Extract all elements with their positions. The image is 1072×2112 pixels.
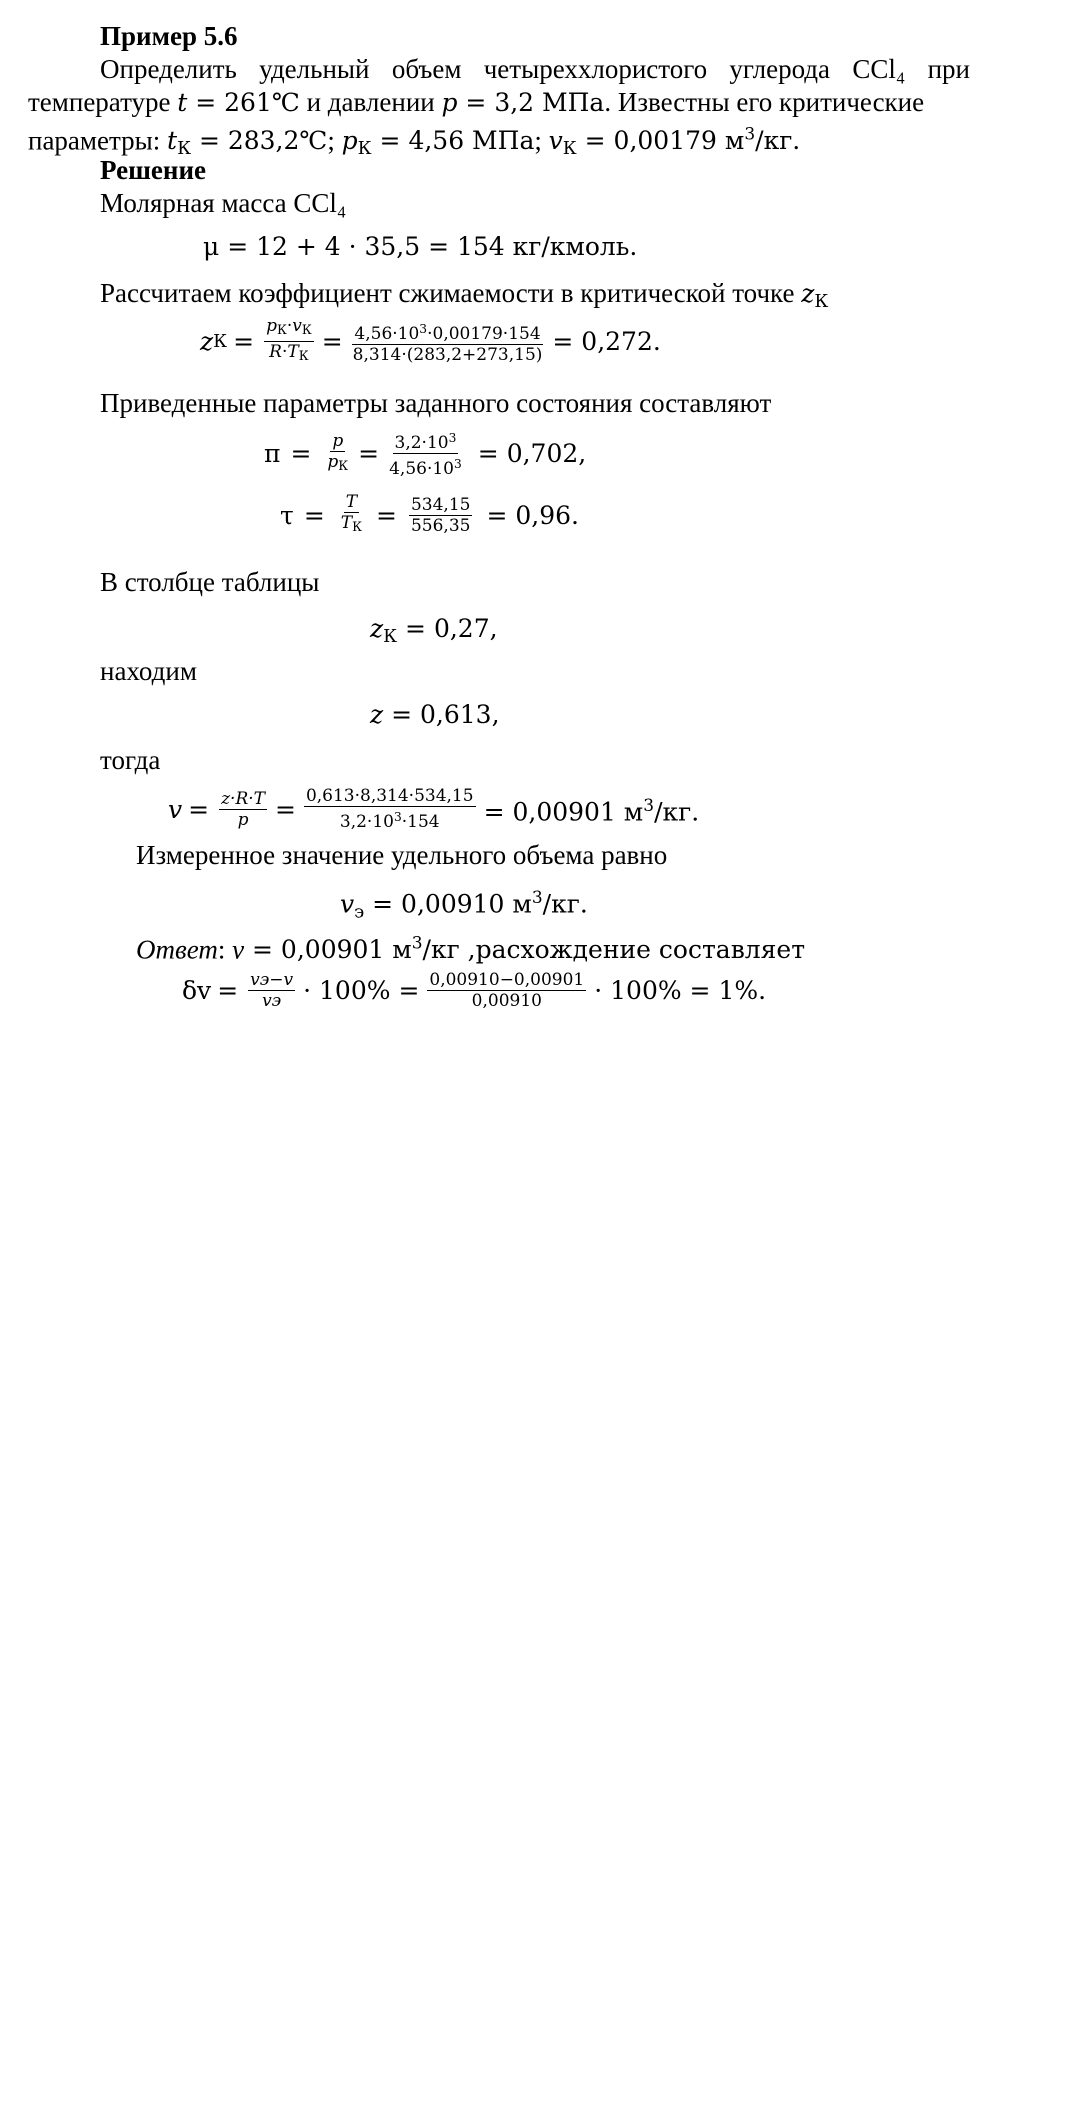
measured-label: Измеренное значение удельного объема равно bbox=[136, 840, 668, 870]
fraction-symbolic: $\frac{p_К\cdot v_К}{R\cdot T_К}$ bbox=[266, 316, 312, 365]
molar-mass-label: Молярная масса CCl₄ bbox=[100, 188, 347, 218]
answer-line: Ответ: v = 0,00901 $м^3/кг$ ,расхождение составляет bbox=[136, 934, 806, 965]
zk-value: $z_К = 0,27$, bbox=[370, 614, 498, 648]
measured-value: $v_э = 0,00910$ $м^3/кг$. bbox=[340, 888, 588, 923]
problem-line-3: параметры: $t_К$ = 283,2℃; $p_К = 4,56$ МПа; $v_К = 0,00179$ $м^3/кг$. bbox=[28, 125, 801, 160]
compressibility-label: Рассчитаем коэффициент сжимаемости в критической точке $z_К$ bbox=[100, 278, 829, 313]
compressibility-equation: z К = $\frac{p_К\cdot v_К}{R\cdot T_К}$ = $\frac{4,56\cdot 10^3\cdot 0,00179\cdot 154}{8,314\cdot(283,2+273,15)}$ = 0,272. bbox=[200, 316, 661, 367]
molar-mass-equation: μ = 12 + 4 · 35,5 = 154 кг/кмоль. bbox=[203, 232, 638, 261]
z-value: z = 0,613, bbox=[370, 700, 500, 729]
then-label: тогда bbox=[100, 745, 161, 775]
find-label: находим bbox=[100, 656, 197, 686]
problem-line-1: Определить удельный объем четыреххлористого углерода CCl₄ при bbox=[100, 54, 970, 84]
table-column-label: В столбце таблицы bbox=[100, 567, 320, 597]
example-heading: Пример 5.6 bbox=[100, 21, 238, 51]
reduced-parameters-label: Приведенные параметры заданного состояния составляют bbox=[100, 388, 772, 418]
volume-equation: v = $\frac{z\cdot R\cdot T}{p}$ = $\frac{0,613\cdot 8,314\cdot 534,15}{3,2\cdot 10^3\cdot 154}$ = 0,00901 $м^3/кг$. bbox=[168, 786, 700, 833]
solution-heading: Решение bbox=[100, 155, 206, 185]
tau-equation: τ = $\frac{T}{T_К}$ = $\frac{534,15}{556,35}$ = 0,96. bbox=[280, 492, 579, 536]
problem-line-2: температуре t = 261℃ и давлении p = 3,2 МПа. Известны его критические bbox=[28, 87, 925, 117]
pi-equation: π = $\frac{p}{p_К}$ = $\frac{3,2\cdot 10^3}{4,56\cdot 10^3}$ = 0,702, bbox=[264, 428, 586, 479]
fraction-numeric: $\frac{4,56\cdot 10^3\cdot 0,00179\cdot 154}{8,314\cdot(283,2+273,15)}$ bbox=[351, 319, 545, 365]
deviation-equation: δv = $\frac{vэ-v}{vэ}$ · 100% = $\frac{0,00910-0,00901}{0,00910}$ · 100% = 1%. bbox=[182, 970, 767, 1011]
